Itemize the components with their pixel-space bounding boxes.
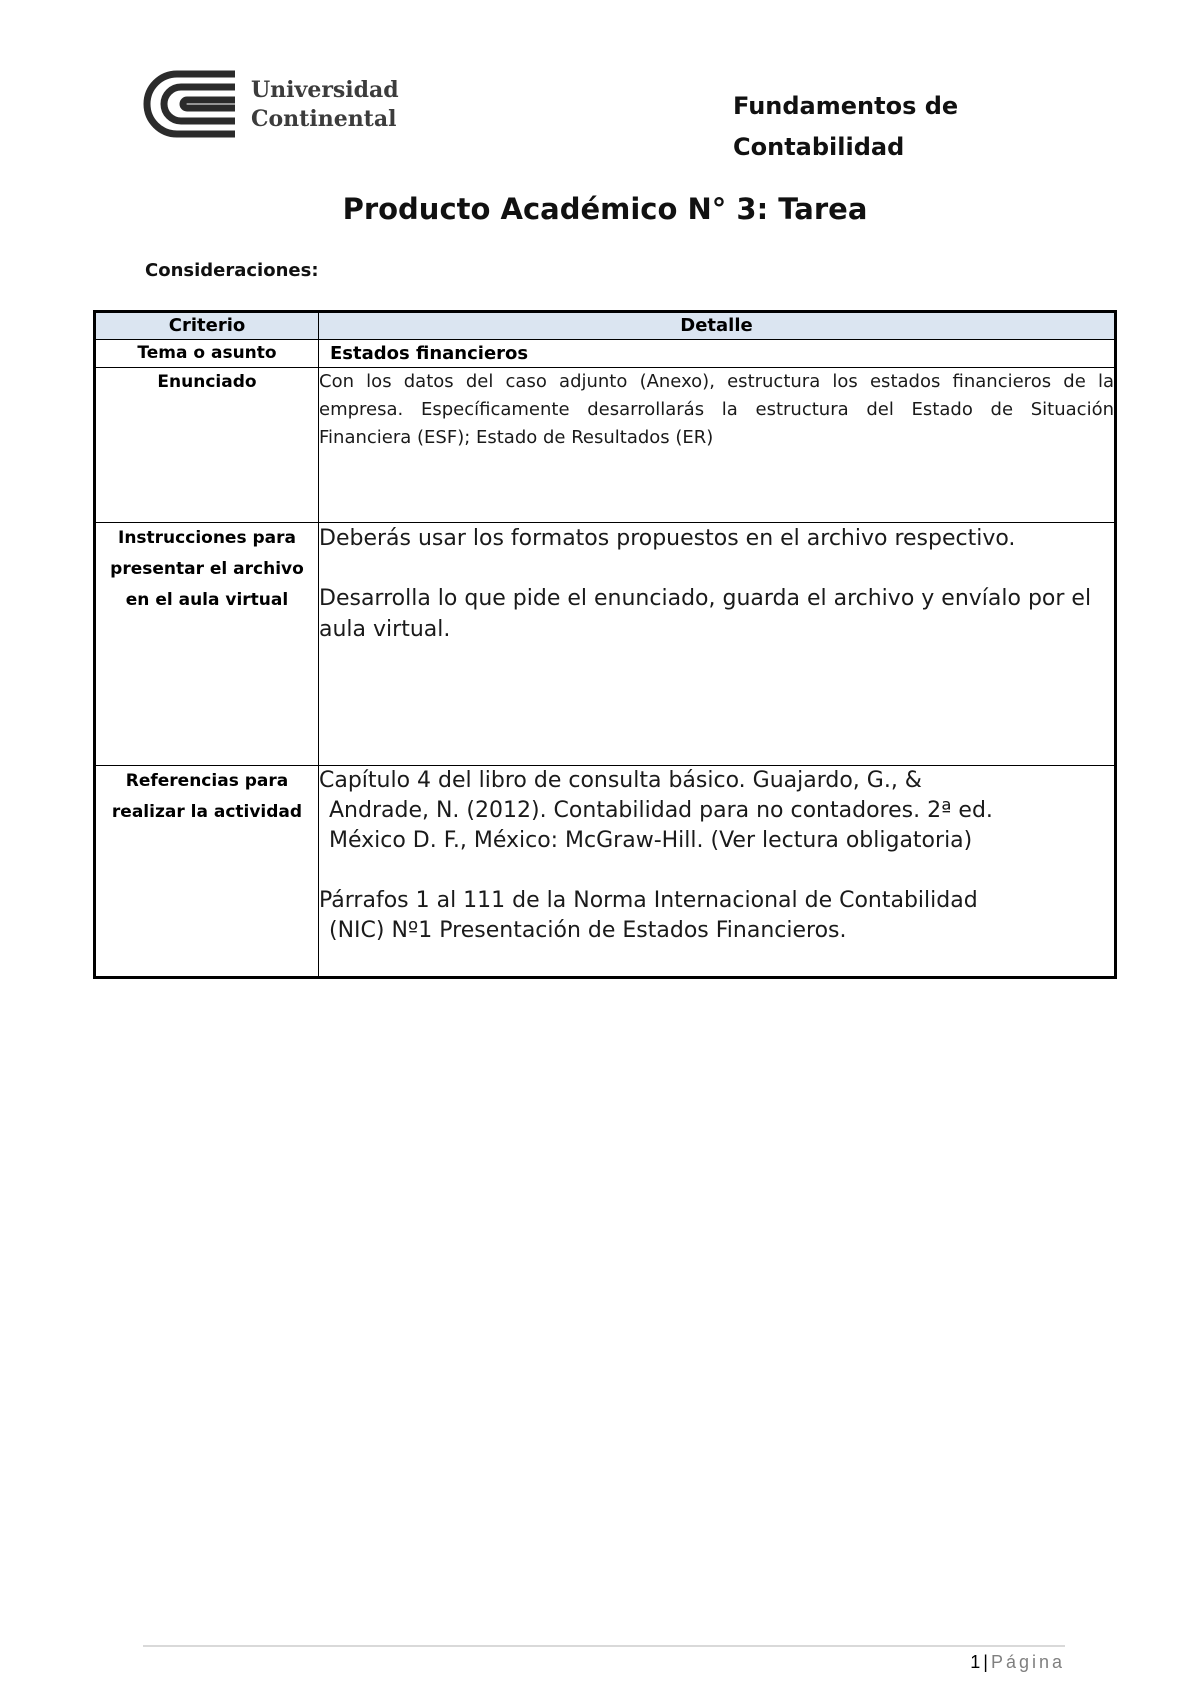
logo-line-1: Universidad — [251, 77, 399, 103]
university-logo — [143, 70, 399, 140]
footer-divider — [143, 1645, 1065, 1647]
instruction-paragraph: Deberás usar los formatos propuestos en el archivo respectivo. — [319, 526, 1016, 551]
detalle-cell — [319, 523, 1116, 766]
document-title: Producto Académico N° 3: Tarea — [342, 192, 868, 226]
table-header-row — [95, 312, 1116, 340]
table-row — [95, 340, 1116, 368]
reference-line: Andrade, N. (2012). Contabilidad para no contadores. 2ª ed. — [329, 798, 993, 823]
criteria-table — [93, 310, 1117, 979]
course-title-line-1: Fundamentos de — [733, 92, 959, 120]
section-label: Consideraciones: — [145, 260, 319, 281]
reference-paragraph — [319, 766, 1114, 856]
header-detalle: Detalle — [319, 312, 1116, 340]
page-number: 1 — [970, 1652, 981, 1672]
logo-wordmark — [251, 76, 399, 134]
page-footer — [0, 1652, 1065, 1673]
logo-line-2: Continental — [251, 106, 397, 132]
criterio-cell: Instrucciones para presentar el archivo en el aula virtual — [95, 523, 319, 766]
header-criterio: Criterio — [95, 312, 319, 340]
reference-paragraph — [319, 886, 1114, 946]
page-word: Página — [990, 1652, 1065, 1672]
detalle-cell — [319, 766, 1116, 978]
table-row — [95, 523, 1116, 766]
reference-line: Capítulo 4 del libro de consulta básico. Guajardo, G., & — [319, 768, 922, 793]
logo-mark-icon — [143, 70, 243, 140]
course-title — [733, 86, 958, 168]
detalle-cell: Con los datos del caso adjunto (Anexo), estructura los estados financieros de la empresa. Específicamente desarrollarás la estructura del Estado de Situación Financiera (ESF); Estado de Resultados (ER) — [319, 368, 1116, 523]
criterio-cell: Enunciado — [95, 368, 319, 523]
table-row — [95, 368, 1116, 523]
reference-line: (NIC) Nº1 Presentación de Estados Financieros. — [329, 918, 847, 943]
reference-line: Párrafos 1 al 111 de la Norma Internacional de Contabilidad — [319, 888, 978, 913]
criterio-cell: Tema o asunto — [95, 340, 319, 368]
instruction-paragraph: Desarrolla lo que pide el enunciado, guarda el archivo y envíalo por el aula virtual. — [319, 586, 1092, 642]
reference-line: México D. F., México: McGraw-Hill. (Ver lectura obligatoria) — [329, 828, 973, 853]
criterio-cell: Referencias para realizar la actividad — [95, 766, 319, 978]
table-row — [95, 766, 1116, 978]
course-title-line-2: Contabilidad — [733, 133, 905, 161]
detalle-cell: Estados financieros — [319, 340, 1116, 368]
footer-separator: | — [983, 1652, 988, 1672]
